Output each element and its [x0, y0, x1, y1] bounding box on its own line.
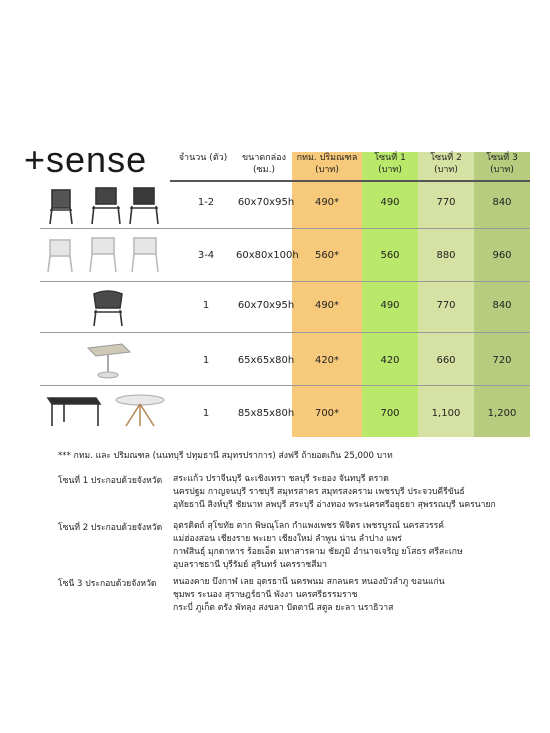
white-chairs-image: [44, 236, 164, 274]
header-box: ขนาดกล่อง (ซม.): [242, 153, 286, 175]
small-square-table-image: [82, 340, 134, 380]
cell-zone2: 770: [436, 197, 456, 208]
cell-qty: 1: [202, 300, 210, 311]
shipping-footnote: *** กทม. และ ปริมณฑล (นนทบุรี ปทุมธานี สมุทรปราการ) ส่งฟรี ถ้ายอดเกิน 25,000 บาท: [58, 451, 393, 461]
cell-zone1: 560: [380, 250, 400, 261]
single-armchair-image: [88, 288, 128, 328]
brand-logo: +sense: [24, 139, 148, 180]
metro-column-bg: [292, 152, 362, 437]
cell-zone2: 880: [436, 250, 456, 261]
cell-zone1: 700: [380, 408, 400, 419]
cell-box: 85x85x80h: [237, 408, 295, 419]
row-divider: [40, 332, 530, 333]
header-qty: จำนวน (ตัว): [178, 153, 228, 163]
cell-metro: 490*: [314, 300, 340, 311]
cell-zone3: 1,200: [487, 408, 517, 419]
zone1-label: โซนที่ 1 ประกอบด้วยจังหวัด: [58, 476, 163, 486]
zone3-column-bg: [474, 152, 530, 437]
cell-box: 60x80x100h: [236, 250, 299, 261]
cell-zone2: 660: [436, 355, 456, 366]
cell-box: 60x70x95h: [237, 197, 295, 208]
zone1-provinces: สระแก้ว ปราจีนบุรี ฉะเชิงเทรา ชลบุรี ระยอง จันทบุรี ตราด นครปฐม กาญจนบุรี ราชบุรี สมุทรสาคร สมุทรสงคราม เพชรบุรี ประจวบคีรีขันธ์ อุทัยธานี สิงห์บุรี ชัยนาท ลพบุรี สระบุรี อ่างทอง พระนครศรีอยุธยา สุพรรณบุรี นครนายก: [173, 474, 496, 510]
zone2-label: โซนที่ 2 ประกอบด้วยจังหวัด: [58, 523, 163, 533]
cell-qty: 1: [202, 408, 210, 419]
row-divider: [40, 228, 530, 229]
header-zone1: โซนที่ 1 (บาท): [374, 153, 406, 175]
row-divider: [40, 385, 530, 386]
header-metro: กทม. ปริมณฑล (บาท): [296, 153, 358, 175]
row-divider: [40, 281, 530, 282]
zone3-label: โซนี 3 ประกอบด้วยจังหวัด: [58, 579, 157, 589]
cell-box: 60x70x95h: [237, 300, 295, 311]
zone1-column-bg: [362, 152, 418, 437]
cell-zone1: 490: [380, 197, 400, 208]
cell-box: 65x65x80h: [237, 355, 295, 366]
cell-qty: 1-2: [197, 197, 215, 208]
cell-metro: 490*: [314, 197, 340, 208]
dining-tables-image: [44, 392, 168, 430]
cell-zone2: 1,100: [431, 408, 461, 419]
cell-zone2: 770: [436, 300, 456, 311]
zone3-provinces: หนองคาย บึงกาฬ เลย อุดรธานี นครพนม สกลนคร หนองบัวลำภู ขอนแก่น ชุมพร ระนอง สุราษฎร์ธานี พังงา นครศรีธรรมราช กระบี่ ภูเก็ต ตรัง พัทลุง สงขลา ปัตตานี สตูล ยะลา นราธิวาส: [173, 577, 445, 613]
cell-zone3: 840: [492, 197, 512, 208]
cell-qty: 1: [202, 355, 210, 366]
header-zone3: โซนที่ 3 (บาท): [486, 153, 518, 175]
cell-metro: 420*: [314, 355, 340, 366]
cell-metro: 560*: [314, 250, 340, 261]
cell-qty: 3-4: [197, 250, 215, 261]
cell-zone3: 720: [492, 355, 512, 366]
cell-zone1: 420: [380, 355, 400, 366]
cell-zone3: 960: [492, 250, 512, 261]
stack-of-chairs-image: [44, 186, 164, 226]
cell-zone3: 840: [492, 300, 512, 311]
cell-zone1: 490: [380, 300, 400, 311]
cell-metro: 700*: [314, 408, 340, 419]
header-zone2: โซนที่ 2 (บาท): [430, 153, 462, 175]
header-rule: [170, 180, 530, 182]
zone2-provinces: อุตรดิตถ์ สุโขทัย ตาก พิษณุโลก กำแพงเพชร พิจิตร เพชรบูรณ์ นครสวรรค์ แม่ฮ่องสอน เชียงราย พะเยา เชียงใหม่ ลำพูน น่าน ลำปาง แพร่ กาฬสินธุ์ มุกดาหาร ร้อยเอ็ด มหาสารคาม ชัยภูมิ อำนาจเจริญ ยโสธร ศรีสะเกษ อุบลราชธานี บุรีรัมย์ สุรินทร์ นครราชสีมา: [173, 521, 463, 570]
zone2-column-bg: [418, 152, 474, 437]
